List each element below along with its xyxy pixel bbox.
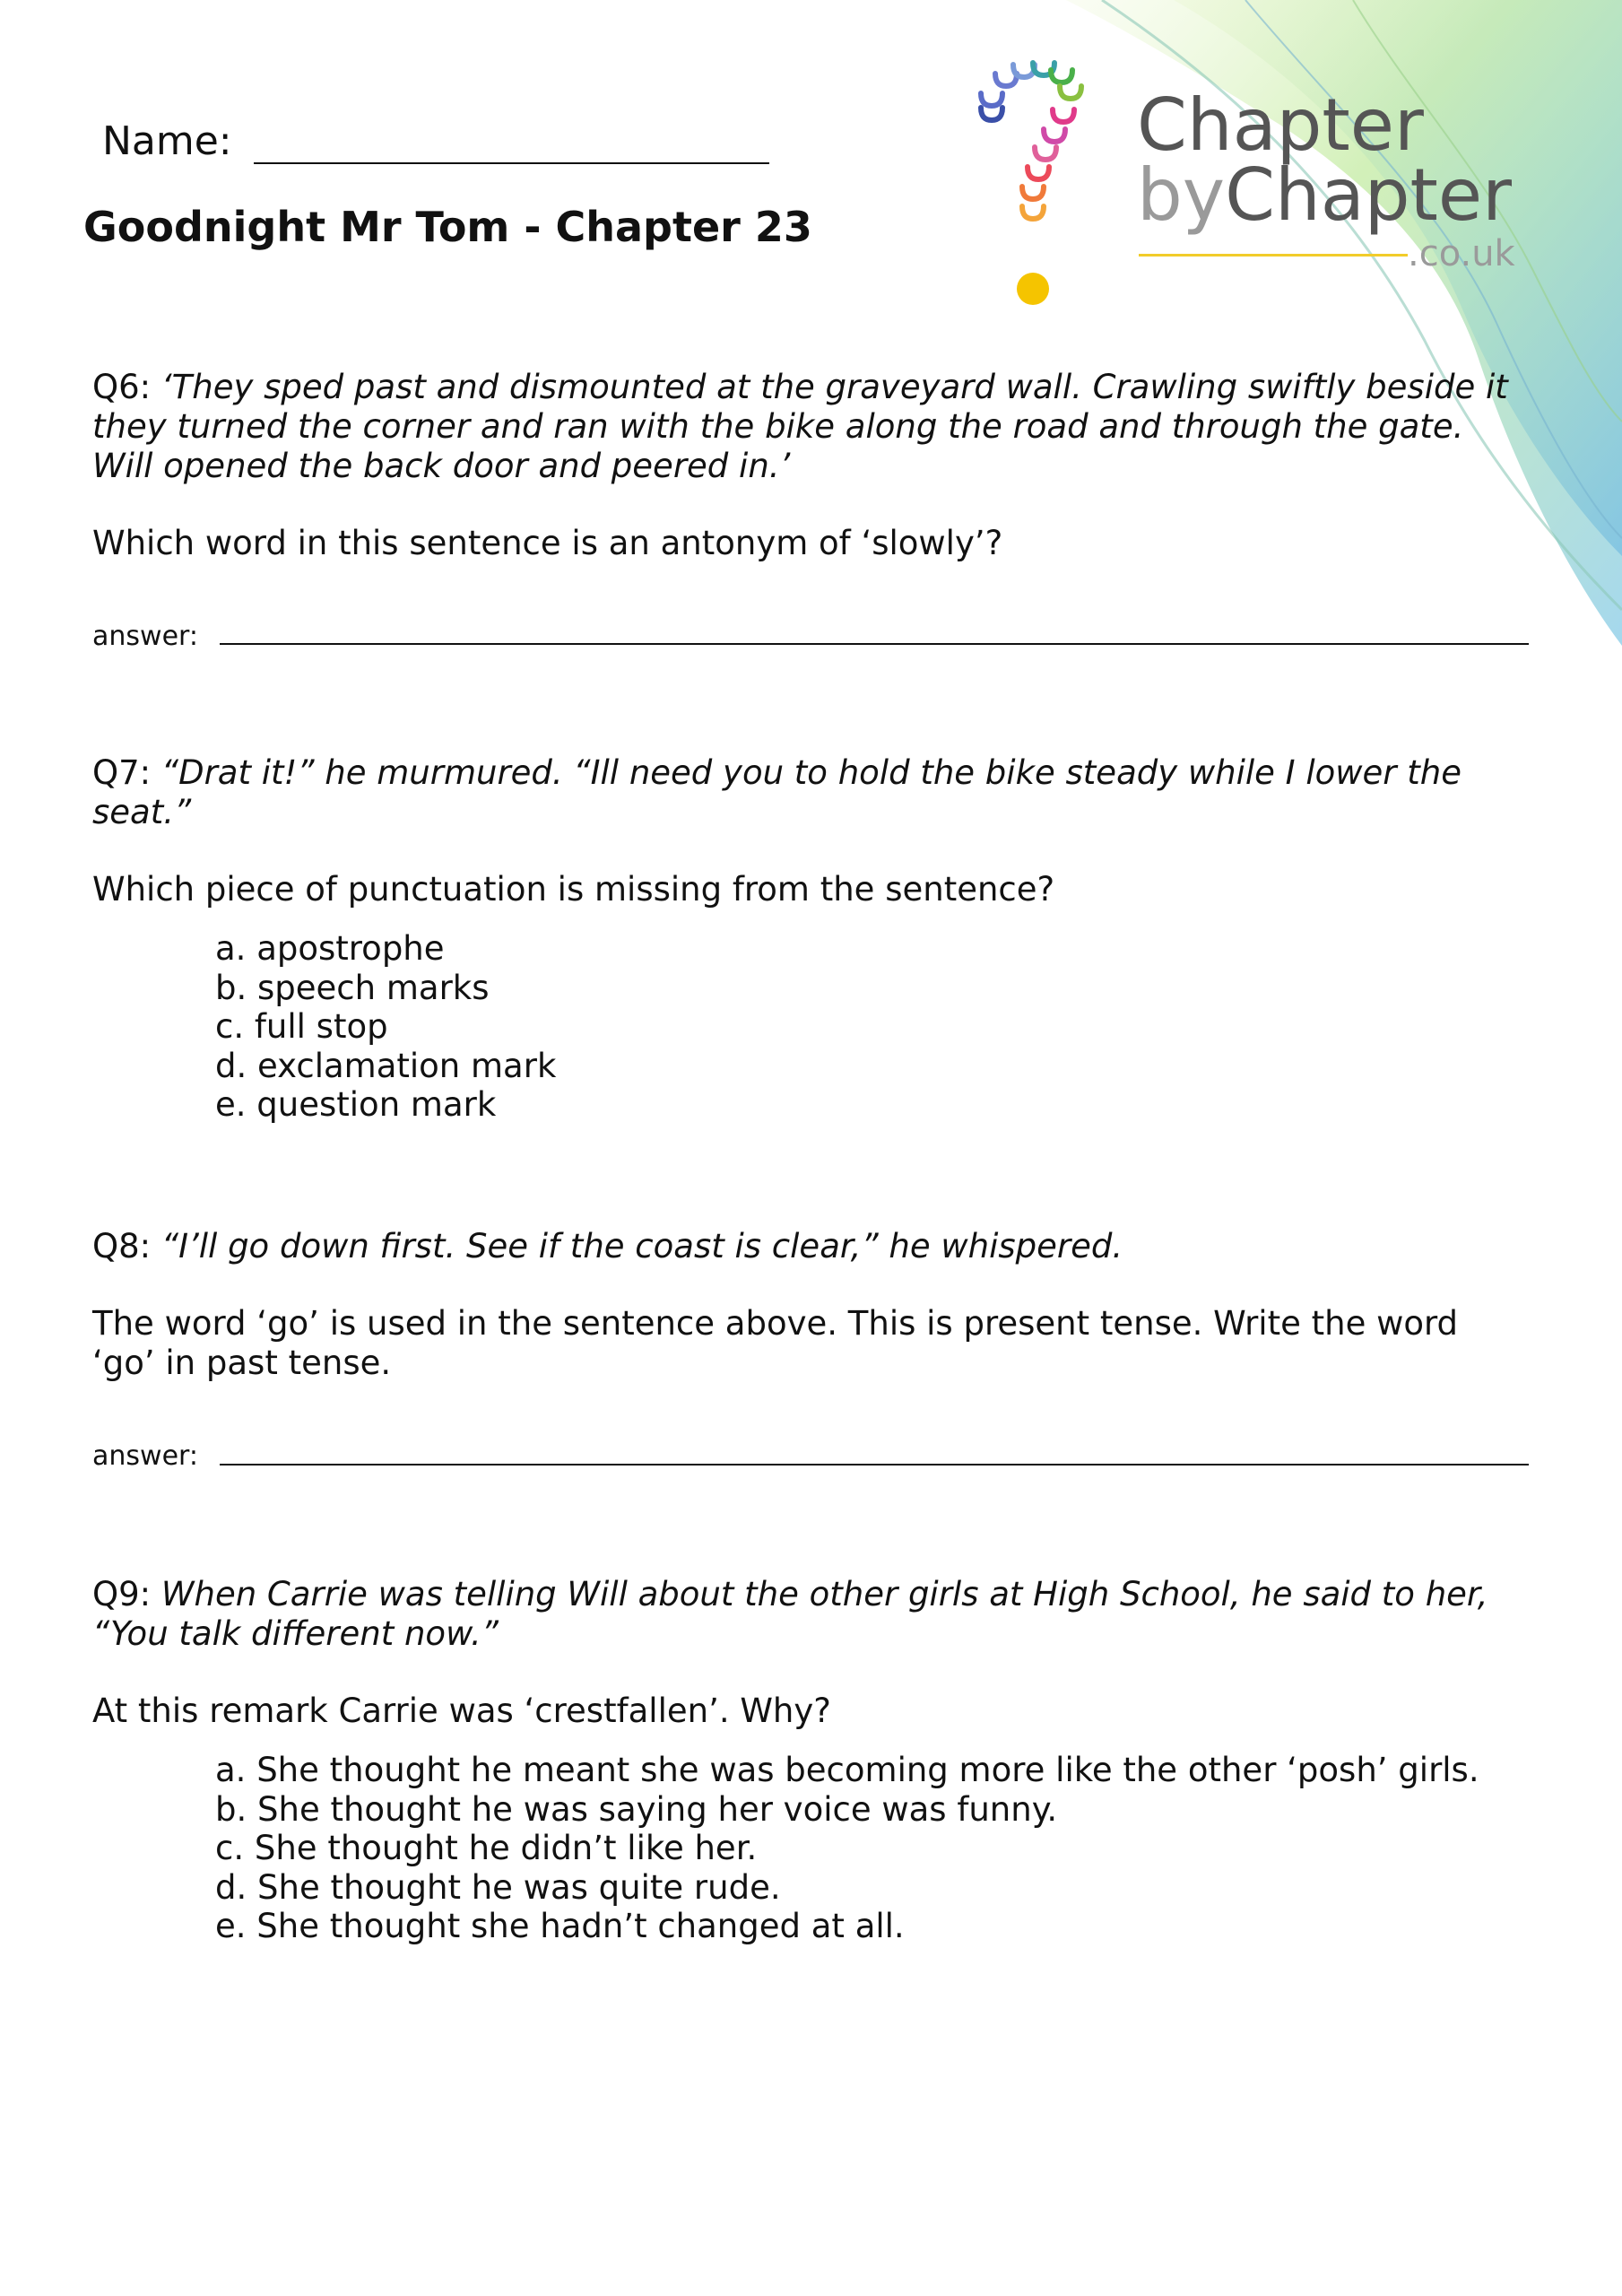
question-8-number: Q8: <box>92 1227 152 1265</box>
question-7-quote <box>92 753 1527 832</box>
logo-text-chapter-2: Chapter <box>1225 153 1512 237</box>
question-6-answer-label: answer: <box>92 621 198 652</box>
name-label: Name: <box>102 118 232 164</box>
name-field-line[interactable] <box>254 162 769 164</box>
logo-underline <box>1139 254 1408 257</box>
logo-text-chapter: Chapter <box>1137 83 1424 167</box>
question-6-prompt: Which word in this sentence is an antonym of ‘slowly’? <box>92 524 1003 562</box>
question-6-answer-field[interactable] <box>220 643 1529 645</box>
question-7-option-d[interactable]: d. exclamation mark <box>215 1046 557 1085</box>
question-7-options <box>215 929 556 1125</box>
question-8-quote-text: “I’ll go down first. See if the coast is clear,” he whispered. <box>160 1227 1123 1265</box>
question-9-options <box>215 1751 1479 1946</box>
question-9-quote-text: When Carrie was telling Will about the other girls at High School, he said to her, “You talk different now.” <box>92 1575 1488 1653</box>
question-9-option-b[interactable]: b. She thought he was saying her voice was funny. <box>215 1789 1058 1829</box>
chapter-by-chapter-logo <box>959 54 1542 314</box>
logo-domain: .co.uk <box>1408 233 1515 274</box>
logo-text-by: by <box>1137 153 1226 237</box>
question-7-number: Q7: <box>92 753 152 792</box>
question-9-quote <box>92 1575 1527 1654</box>
question-8-answer-label: answer: <box>92 1440 198 1472</box>
question-8-answer-field[interactable] <box>220 1464 1529 1465</box>
logo-text-bychapter <box>1137 153 1512 237</box>
question-7-option-b[interactable]: b. speech marks <box>215 968 490 1007</box>
question-9-option-d[interactable]: d. She thought he was quite rude. <box>215 1867 781 1907</box>
question-7-option-c[interactable]: c. full stop <box>215 1007 388 1046</box>
question-9-option-a[interactable]: a. She thought he meant she was becoming more like the other ‘posh’ girls. <box>215 1751 1479 1789</box>
question-7-quote-text: “Drat it!” he murmured. “Ill need you to hold the bike steady while I lower the seat.” <box>92 753 1462 831</box>
question-9-prompt: At this remark Carrie was ‘crestfallen’. Why? <box>92 1692 831 1730</box>
question-6-number: Q6: <box>92 368 152 406</box>
question-8-quote <box>92 1227 1527 1266</box>
question-7-option-e[interactable]: e. question mark <box>215 1085 497 1124</box>
question-6-quote <box>92 368 1527 486</box>
question-mark-books-icon <box>959 54 1139 314</box>
question-9-option-c[interactable]: c. She thought he didn’t like her. <box>215 1829 758 1867</box>
question-7-option-a[interactable]: a. apostrophe <box>215 929 445 968</box>
question-8-prompt: The word ‘go’ is used in the sentence above. This is present tense. Write the word ‘go’ in past tense. <box>92 1304 1459 1382</box>
page-title: Goodnight Mr Tom - Chapter 23 <box>83 203 812 251</box>
question-6-quote-text: ‘They sped past and dismounted at the graveyard wall. Crawling swiftly beside it they turned the corner and ran with the bike along the road and through the gate. Will opened the back door and peered in.’ <box>92 368 1508 485</box>
question-9-number: Q9: <box>92 1575 152 1613</box>
question-7-prompt: Which piece of punctuation is missing from the sentence? <box>92 870 1055 909</box>
question-9-option-e[interactable]: e. She thought she hadn’t changed at all. <box>215 1907 905 1945</box>
